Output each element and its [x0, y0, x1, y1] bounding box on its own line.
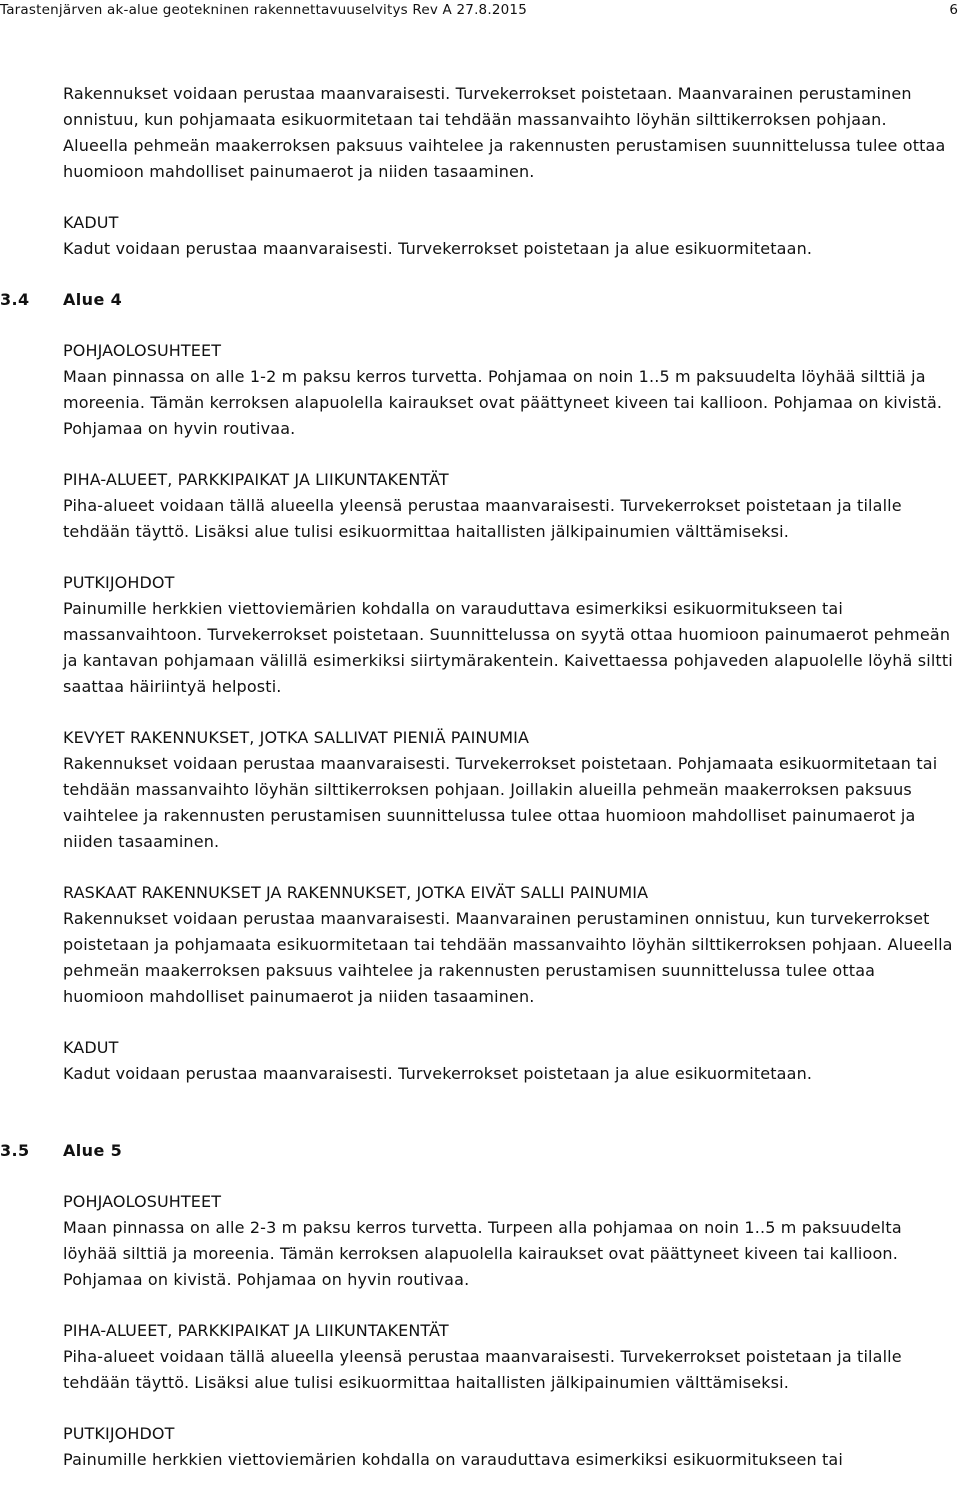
putkijohdot-paragraph: Painumille herkkien viettoviemärien kohdalla on varauduttava esimerkiksi esikuormitukseen tai massanvaihtoon. Turvekerrokset poistetaan. Suunnittelussa on syytä ottaa huomioon painumaerot pehmeän ja kantavan pohjamaan välillä esimerkiksi siirtymärakentein. Kaivettaessa pohjaveden alapuolelle löyhä siltti saattaa häiriintyä helposti. — [63, 599, 953, 696]
putkijohdot-heading: PUTKIJOHDOT — [63, 1424, 175, 1443]
putkijohdot-heading: PUTKIJOHDOT — [63, 573, 175, 592]
piha-alueet-paragraph: Piha-alueet voidaan tällä alueella yleensä perustaa maanvaraisesti. Turvekerrokset poistetaan ja tilalle tehdään täyttö. Lisäksi alue tulisi esikuormittaa haitallisten jälkipainumien välttämiseksi. — [63, 1347, 902, 1392]
pohjaolosuhteet-heading: POHJAOLOSUHTEET — [63, 341, 222, 360]
running-header — [0, 2, 960, 22]
kadut-paragraph: Kadut voidaan perustaa maanvaraisesti. Turvekerrokset poistetaan ja alue esikuormitetaan. — [63, 1064, 813, 1083]
piha-alueet-paragraph: Piha-alueet voidaan tällä alueella yleensä perustaa maanvaraisesti. Turvekerrokset poistetaan ja tilalle tehdään täyttö. Lisäksi alue tulisi esikuormittaa haitallisten jälkipainumien välttämiseksi. — [63, 496, 902, 541]
piha-alueet-heading: PIHA-ALUEET, PARKKIPAIKAT JA LIIKUNTAKENTÄT — [63, 1321, 449, 1340]
document-body — [0, 81, 956, 1473]
page-number: 6 — [949, 2, 958, 18]
section-title: Alue 5 — [63, 1141, 123, 1160]
header-title: Tarastenjärven ak-alue geotekninen rakennettavuuselvitys Rev A 27.8.2015 — [0, 2, 527, 18]
kevyet-rakennukset-paragraph: Rakennukset voidaan perustaa maanvaraisesti. Turvekerrokset poistetaan. Pohjamaata esikuormitetaan tai tehdään massanvaihto löyhän silttikerroksen pohjaan. Joillakin alueilla pehmeän maakerroksen paksuus vaihtelee ja rakennusten perustamisen suunnittelussa tulee ottaa huomioon mahdolliset painumaerot ja niiden tasaaminen. — [63, 754, 938, 851]
kadut-heading: KADUT — [63, 213, 119, 232]
raskaat-rakennukset-heading: RASKAAT RAKENNUKSET JA RAKENNUKSET, JOTKA EIVÄT SALLI PAINUMIA — [63, 883, 649, 902]
pohjaolosuhteet-paragraph: Maan pinnassa on alle 1-2 m paksu kerros turvetta. Pohjamaa on noin 1..5 m paksuudelta löyhää silttiä ja moreenia. Tämän kerroksen alapuolella kairaukset ovat päättyneet kiveen tai kallioon. Pohjamaa on kivistä. Pohjamaa on hyvin routivaa. — [63, 367, 943, 438]
section-title: Alue 4 — [63, 290, 123, 309]
pohjaolosuhteet-heading: POHJAOLOSUHTEET — [63, 1192, 222, 1211]
intro-paragraph: Rakennukset voidaan perustaa maanvaraisesti. Turvekerrokset poistetaan. Maanvarainen perustaminen onnistuu, kun pohjamaata esikuormitetaan tai tehdään massanvaihto löyhän silttikerroksen pohjaan. Alueella pehmeän maakerroksen paksuus vaihtelee ja rakennusten perustamisen suunnittelussa tulee ottaa huomioon mahdolliset painumaerot ja niiden tasaaminen. — [63, 84, 946, 181]
piha-alueet-heading: PIHA-ALUEET, PARKKIPAIKAT JA LIIKUNTAKENTÄT — [63, 470, 449, 489]
pohjaolosuhteet-paragraph: Maan pinnassa on alle 2-3 m paksu kerros turvetta. Turpeen alla pohjamaa on noin 1..5 m paksuudelta löyhää silttiä ja moreenia. Tämän kerroksen alapuolella kairaukset ovat päättyneet kiveen tai kallioon. Pohjamaa on kivistä. Pohjamaa on hyvin routivaa. — [63, 1218, 902, 1289]
kevyet-rakennukset-heading: KEVYET RAKENNUKSET, JOTKA SALLIVAT PIENIÄ PAINUMIA — [63, 728, 530, 747]
section-heading-3-4 — [0, 287, 956, 313]
kadut-paragraph: Kadut voidaan perustaa maanvaraisesti. Turvekerrokset poistetaan ja alue esikuormitetaan. — [63, 239, 813, 258]
section-number: 3.5 — [0, 1141, 30, 1160]
kadut-heading: KADUT — [63, 1038, 119, 1057]
raskaat-rakennukset-paragraph: Rakennukset voidaan perustaa maanvaraisesti. Maanvarainen perustaminen onnistuu, kun turvekerrokset poistetaan ja pohjamaata esikuormitetaan tai tehdään massanvaihto löyhän silttikerroksen pohjaan. Alueella pehmeän maakerroksen paksuus vaihtelee ja rakennusten perustamisen suunnittelussa tulee ottaa huomioon mahdolliset painumaerot ja niiden tasaaminen. — [63, 909, 953, 1006]
section-number: 3.4 — [0, 290, 30, 309]
section-heading-3-5 — [0, 1138, 956, 1164]
putkijohdot-paragraph: Painumille herkkien viettoviemärien kohdalla on varauduttava esimerkiksi esikuormitukseen tai — [63, 1450, 843, 1469]
